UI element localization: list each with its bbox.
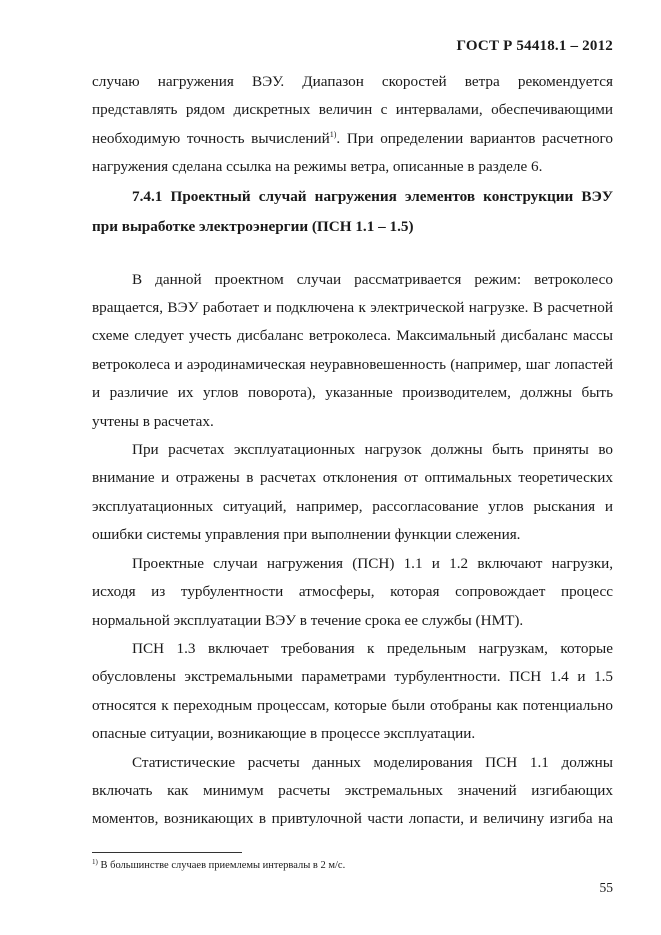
paragraph: В данной проектном случаи рассматривается режим: ветроколесо вращается, ВЭУ работает и подключена к электрической нагрузке. В расчетной схеме следует учесть дисбаланс ветроколеса. Максимальный дисбаланс массы ветроколеса и аэродинамическая неуравновешенность (например, шаг лопастей и различие их углов поворота), указанные производителем, должны быть учтены в расчетах.	[92, 270, 613, 430]
footnote-text: В большинстве случаев приемлемы интервалы в 2 м/с.	[97, 860, 346, 871]
spacer	[92, 242, 613, 266]
footnote-divider	[92, 852, 242, 853]
intro-text-after-ref: . При определении вариантов расчетного нагружения сделана ссылка на режимы ветра, описанные в разделе 6.	[92, 129, 613, 176]
paragraph: При расчетах эксплуатационных нагрузок должны быть приняты во внимание и отражены в расчетах отклонения от оптимальных теоретических эксплуатационных ситуаций, например, рассогласование углов рыскания и ошибки системы управления при выполнении функции слежения.	[92, 441, 613, 544]
paragraph: Проектные случаи нагружения (ПСН) 1.1 и 1.2 включают нагрузки, исходя из турбулентности атмосферы, которая сопровождает процесс нормальной эксплуатации ВЭУ в течение срока ее службы (НМТ).	[92, 554, 613, 629]
document-header: ГОСТ Р 54418.1 – 2012	[456, 38, 613, 54]
intro-paragraph	[92, 68, 613, 182]
page-number: 55	[599, 880, 613, 895]
paragraph: ПСН 1.3 включает требования к предельным нагрузкам, которые обусловлены экстремальными параметрами турбулентности. ПСН 1.4 и 1.5 относятся к переходным процессам, которые были отобраны как потенциально опасные ситуации, возникающие в процессе эксплуатации.	[92, 639, 613, 743]
footnote-marker: 1)	[92, 858, 98, 866]
footnote	[92, 859, 613, 873]
page-body	[92, 68, 613, 834]
intro-text-before-ref: случаю нагружения ВЭУ. Диапазон скоростей ветра рекомендуется представлять рядом дискретных величин с интервалами, обеспечивающими необходимую точность вычислений	[92, 73, 613, 147]
section-heading: 7.4.1 Проектный случай нагружения элементов конструкции ВЭУ при выработке электроэнергии (ПСН 1.1 – 1.5)	[92, 187, 613, 235]
paragraph: Статистические расчеты данных моделирования ПСН 1.1 должны включать как минимум расчеты экстремальных значений изгибающих моментов, возникающих в привтулочной части лопасти, и величину изгиба на	[92, 753, 613, 828]
footnote-reference[interactable]: 1)	[329, 129, 337, 139]
